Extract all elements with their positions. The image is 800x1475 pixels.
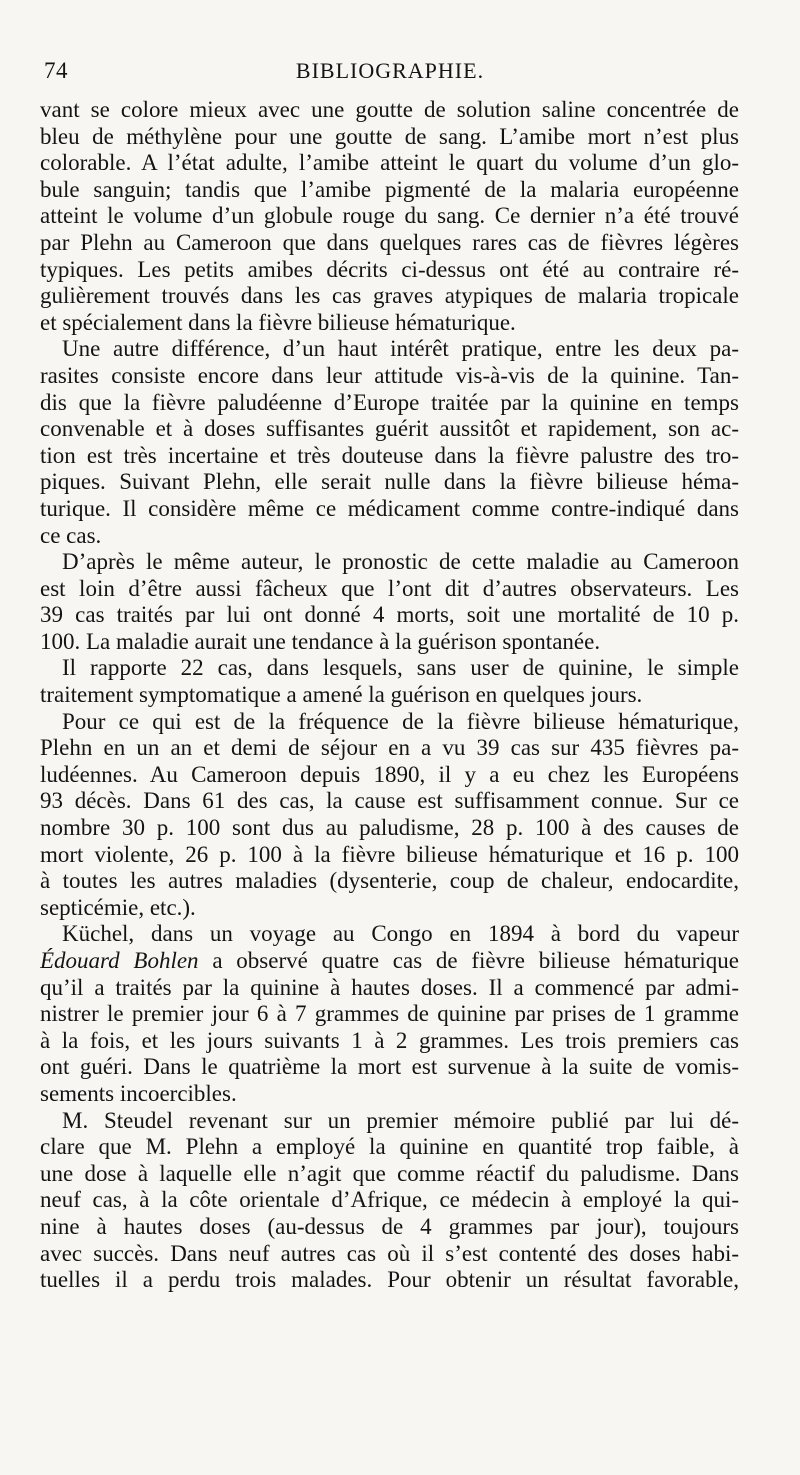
text-line: et spécialement dans la fièvre bilieuse hématurique. [40,309,516,335]
page-number: 74 [44,58,68,83]
text-line: gulièrement trouvés dans les cas graves atypiques de malaria tropicale [40,283,739,309]
text-line: nombre 30 p. 100 sont dus au paludisme, 28 p. 100 à des causes de [40,815,739,841]
text-line: ludéennes. Au Cameroon depuis 1890, il y a eu chez les Européens [40,761,739,787]
text-line: dis que la fièvre paludéenne d’Europe traitée par la quinine en temps [40,389,739,415]
text-line: Il rapporte 22 cas, dans lesquels, sans user de quinine, le simple [62,655,739,681]
text-line: turique. Il considère même ce médicament comme contre-indiqué dans [40,495,739,521]
text-line: typiques. Les petits amibes décrits ci-dessus ont été au contraire ré- [40,256,739,282]
body-text [40,97,739,1294]
italic-ship-name: Édouard Bohlen [40,948,199,973]
text-line: clare que M. Plehn a employé la quinine en quantité trop faible, à [40,1134,739,1160]
text-line: vant se colore mieux avec une goutte de solution saline concentrée de [40,97,739,122]
text-line: qu’il a traités par la quinine à hautes doses. Il a commencé par admi- [40,974,739,1000]
text-line: Plehn en un an et demi de séjour en a vu 39 cas sur 435 fièvres pa- [40,735,739,761]
text-line: bleu de méthylène pour une goutte de sang. L’amibe mort n’est plus [40,123,739,149]
text-line: D’après le même auteur, le pronostic de cette maladie au Cameroon [62,549,739,575]
text-line: à la fois, et les jours suivants 1 à 2 grammes. Les trois premiers cas [40,1027,739,1053]
text-line: ce cas. [40,522,102,548]
text-line: une dose à laquelle elle n’agit que comme réactif du paludisme. Dans [40,1160,739,1186]
text-line: neuf cas, à la côte orientale d’Afrique, ce médecin à employé la qui- [40,1187,739,1213]
text-line: bule sanguin; tandis que l’amibe pigmenté de la malaria européenne [40,176,739,202]
running-title: BIBLIOGRAPHIE. [295,58,485,83]
text-line: nine à hautes doses (au-dessus de 4 grammes par jour), toujours [40,1213,739,1239]
text-line: Une autre différence, d’un haut intérêt pratique, entre les deux pa- [62,336,739,362]
text-line: 93 décès. Dans 61 des cas, la cause est suffisamment connue. Sur ce [40,788,739,814]
text-line: ont guéri. Dans le quatrième la mort est survenue à la suite de vomis- [40,1054,739,1080]
text-line: piques. Suivant Plehn, elle serait nulle dans la fièvre bilieuse héma- [40,469,739,495]
text-line: par Plehn au Cameroon que dans quelques rares cas de fièvres légères [40,229,739,255]
text-line: colorable. A l’état adulte, l’amibe atteint le quart du volume d’un glo- [40,150,739,176]
text-line: septicémie, etc.). [40,894,196,920]
text-line: tion est très incertaine et très douteuse dans la fièvre palustre des tro- [40,442,739,468]
text-line: Édouard Bohlen a observé quatre cas de fièvre bilieuse hématurique [40,948,739,973]
text-line: Pour ce qui est de la fréquence de la fièvre bilieuse hématurique, [62,708,739,734]
text-line: 39 cas traités par lui ont donné 4 morts, soit une mortalité de 10 p. [40,602,739,628]
text-line: M. Steudel revenant sur un premier mémoire publié par lui dé- [62,1107,739,1133]
page-header [40,58,740,92]
text-line: avec succès. Dans neuf autres cas où il s’est contenté des doses habi- [40,1240,739,1266]
text-line: Küchel, dans un voyage au Congo en 1894 à bord du vapeur [62,921,739,947]
text-line: est loin d’être aussi fâcheux que l’ont dit d’autres observateurs. Les [40,575,739,601]
text-line: tuelles il a perdu trois malades. Pour obtenir un résultat favorable, [40,1267,739,1293]
text-line: sements incoercibles. [40,1080,237,1106]
text-line: à toutes les autres maladies (dysenterie, coup de chaleur, endocardite, [40,868,739,894]
text-line: atteint le volume d’un globule rouge du sang. Ce dernier n’a été trouvé [40,203,739,229]
text-line: 100. La maladie aurait une tendance à la guérison spontanée. [40,628,601,654]
text-line: rasites consiste encore dans leur attitude vis-à-vis de la quinine. Tan- [40,362,739,388]
text-line: convenable et à doses suffisantes guérit aussitôt et rapidement, son ac- [40,416,739,442]
text-line: traitement symptomatique a amené la guérison en quelques jours. [40,682,643,708]
text-line: nistrer le premier jour 6 à 7 grammes de quinine par prises de 1 gramme [40,1001,739,1027]
text-line: mort violente, 26 p. 100 à la fièvre bilieuse hématurique et 16 p. 100 [40,841,739,867]
